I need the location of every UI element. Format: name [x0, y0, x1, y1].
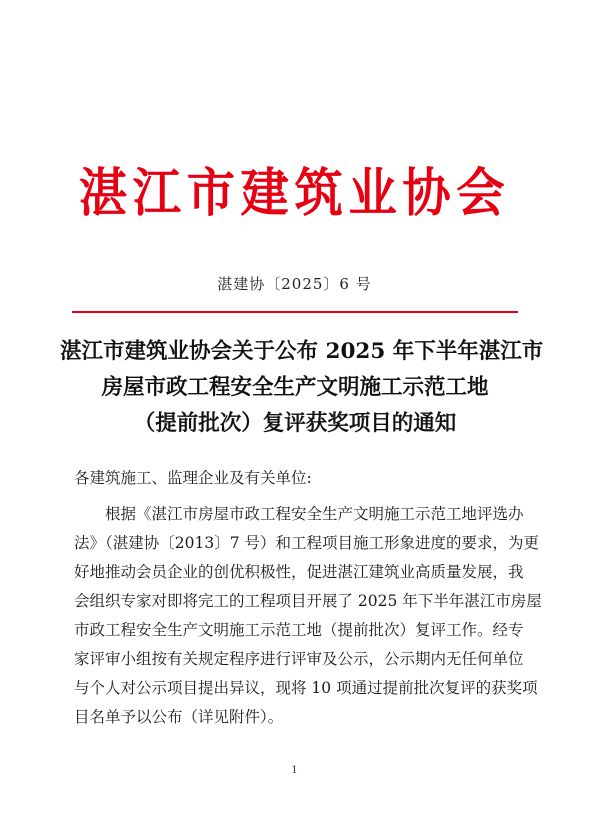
notice-title [60, 334, 544, 442]
body-line: 好地推动会员企业的创优积极性，促进湛江建筑业高质量发展，我 [74, 563, 524, 581]
red-divider-line [72, 311, 518, 313]
notice-title-line: 湛江市建筑业协会关于公布 2025 年下半年湛江市 [60, 339, 544, 364]
notice-title-line: （提前批次）复评获奖项目的通知 [133, 411, 457, 436]
organization-header: 湛江市建筑业协会 [78, 164, 511, 224]
page-number: 1 [291, 765, 298, 776]
body-line: 家评审小组按有关规定程序进行评审及公示，公示期内无任何单位 [74, 650, 524, 668]
body-line: 市政工程安全生产文明施工示范工地（提前批次）复评工作。经专 [74, 621, 524, 639]
body-line: 根据《湛江市房屋市政工程安全生产文明施工示范工地评选办 [105, 505, 524, 523]
body-line: 会组织专家对即将完工的工程项目开展了 2025 年下半年湛江市房屋 [74, 592, 542, 610]
salutation: 各建筑施工、监理企业及有关单位: [74, 469, 312, 487]
notice-title-line: 房屋市政工程安全生产文明施工示范工地 [101, 375, 489, 400]
body-line: 与个人对公示项目提出异议，现将 10 项通过提前批次复评的获奖项 [74, 679, 538, 697]
body-line: 法》（湛建协〔2013〕7 号）和工程项目施工形象进度的要求，为更 [74, 534, 539, 552]
body-paragraph [74, 500, 542, 732]
body-line: 目名单予以公布（详见附件）。 [74, 708, 284, 726]
document-number: 湛建协〔2025〕6 号 [217, 275, 372, 293]
